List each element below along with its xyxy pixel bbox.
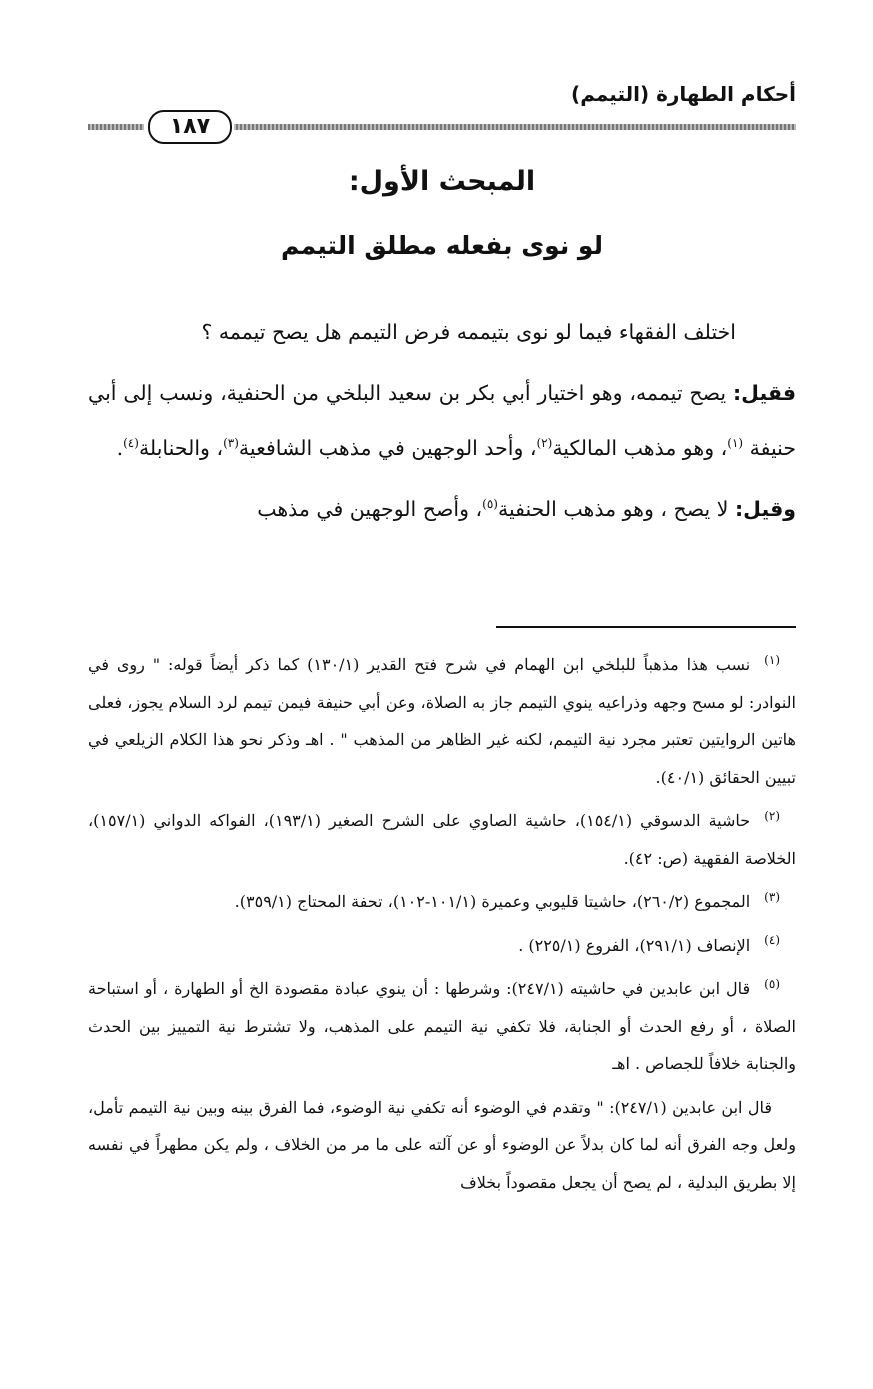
paragraph-2-text-a: يصح تيممه، وهو اختيار أبي بكر بن سعيد البلخي من الحنفية، ونسب إلى أبي حنيفة — [88, 381, 796, 460]
page-number-box — [144, 110, 234, 144]
footnote-ref-5[interactable]: (٥) — [482, 497, 498, 512]
footnote-ref-3[interactable]: (٣) — [223, 436, 239, 451]
footnote-1-text: نسب هذا مذهباً للبلخي ابن الهمام في شرح فتح القدير (١٣٠/١) كما ذكر أيضاً قوله: " روى في النوادر: لو مسح وجهه وذراعيه ينوي التيمم جاز به الصلاة، وعن أبي حنيفة فيمن تيمم لرد السلام يجوز، فعلى هاتين الروايتين تعتبر مجرد نية التيمم، لكنه غير الظاهر من المذهب " . اهـ وذكر نحو هذا الكلام الزيلعي في تبيين الحقائق (٤٠/١). — [88, 655, 796, 787]
footnote-2-text: حاشية الدسوقي (١٥٤/١)، حاشية الصاوي على الشرح الصغير (١٩٣/١)، الفواكه الدواني (١٥٧/١)، الخلاصة الفقهية (ص: ٤٢). — [88, 811, 796, 868]
paragraph-3-text-b: ، وأصح الوجهين في مذهب — [257, 497, 483, 521]
footnote-5: (٥)قال ابن عابدين في حاشيته (٢٤٧/١): وشرطها : أن ينوي عبادة مقصودة الخ أو الطهارة ، أو استباحة الصلاة ، أو رفع الحدث أو الجنابة، فلا تكفي نية التيمم على المذهب، ولا تشترط نية التمييز بين الحدث والجنابة خلافاً للجصاص . اهـ — [88, 976, 796, 1073]
footnote-5-text: قال ابن عابدين في حاشيته (٢٤٧/١): وشرطها : أن ينوي عبادة مقصودة الخ أو الطهارة ، أو استباحة الصلاة ، أو رفع الحدث أو الجنابة، فلا تكفي نية التيمم على المذهب، ولا تشترط نية التمييز بين الحدث والجنابة خلافاً للجصاص . اهـ — [88, 979, 796, 1073]
running-title: أحكام الطهارة (التيمم) — [571, 82, 796, 106]
section-title: المبحث الأول: — [348, 166, 536, 197]
footnotes — [88, 646, 796, 1207]
paragraph-2-text-c: ، وأحد الوجهين في مذهب الشافعية — [238, 436, 537, 460]
footnote-2: (٢)حاشية الدسوقي (١٥٤/١)، حاشية الصاوي على الشرح الصغير (١٩٣/١)، الفواكه الدواني (١٥٧/١)، الخلاصة الفقهية (ص: ٤٢). — [88, 808, 796, 868]
main-text — [88, 305, 796, 543]
paragraph-2-text-b: ، وهو مذهب المالكية — [552, 436, 728, 460]
paragraph-2-lead: فقيل: — [732, 381, 796, 405]
page-number: ١٨٧ — [148, 110, 232, 144]
paragraph-3 — [88, 482, 796, 537]
footnote-3: (٣)المجموع (٢٦٠/٢)، حاشيتا قليوبي وعميرة (١٠١/١-١٠٢)، تحفة المحتاج (٣٥٩/١). — [234, 889, 780, 911]
footnote-4: (٤)الإنصاف (٢٩١/١)، الفروع (٢٢٥/١) . — [518, 933, 780, 955]
section-subtitle: لو نوى بفعله مطلق التيمم — [280, 231, 603, 260]
page-header — [88, 78, 796, 148]
paragraph-1: اختلف الفقهاء فيما لو نوى بتيممه فرض التيمم هل يصح تيممه ؟ — [201, 320, 736, 344]
footnote-ref-1[interactable]: (١) — [727, 436, 744, 451]
paragraph-3-text-a: لا يصح ، وهو مذهب الحنفية — [497, 497, 735, 521]
footnote-4-text: الإنصاف (٢٩١/١)، الفروع (٢٢٥/١) . — [518, 935, 751, 955]
paragraph-3-lead: وقيل: — [734, 497, 796, 521]
paragraph-2-text-d: ، والحنابلة — [138, 436, 224, 460]
footnote-continuation: قال ابن عابدين (٢٤٧/١): " وتقدم في الوضوء أنه تكفي نية الوضوء، فما الفرق بينه وبين نية التيمم تأمل، ولعل وجه الفرق أنه لما كان بدلاً عن الوضوء أو عن آلته على ما مر من الخلاف ، ولم يكن مطهراً في نفسه إلا بطريق البدلية ، لم يصح أن يجعل مقصوداً بخلاف — [88, 1097, 796, 1192]
footnote-ref-4[interactable]: (٤) — [123, 436, 139, 451]
footnote-separator — [88, 626, 796, 628]
footnote-1: (١)نسب هذا مذهباً للبلخي ابن الهمام في شرح فتح القدير (١٣٠/١) كما ذكر أيضاً قوله: " روى في النوادر: لو مسح وجهه وذراعيه ينوي التيمم جاز به الصلاة، وعن أبي حنيفة فيمن تيمم لرد السلام يجوز، فعلى هاتين الروايتين تعتبر مجرد نية التيمم، لكنه غير الظاهر من المذهب " . اهـ وذكر نحو هذا الكلام الزيلعي في تبيين الحقائق (٤٠/١). — [88, 652, 796, 787]
footnote-ref-2[interactable]: (٢) — [536, 436, 553, 451]
footnote-3-text: المجموع (٢٦٠/٢)، حاشيتا قليوبي وعميرة (١٠١/١-١٠٢)، تحفة المحتاج (٣٥٩/١). — [234, 892, 751, 911]
paragraph-2 — [88, 366, 796, 476]
paragraph-2-text-e: . — [116, 436, 124, 460]
